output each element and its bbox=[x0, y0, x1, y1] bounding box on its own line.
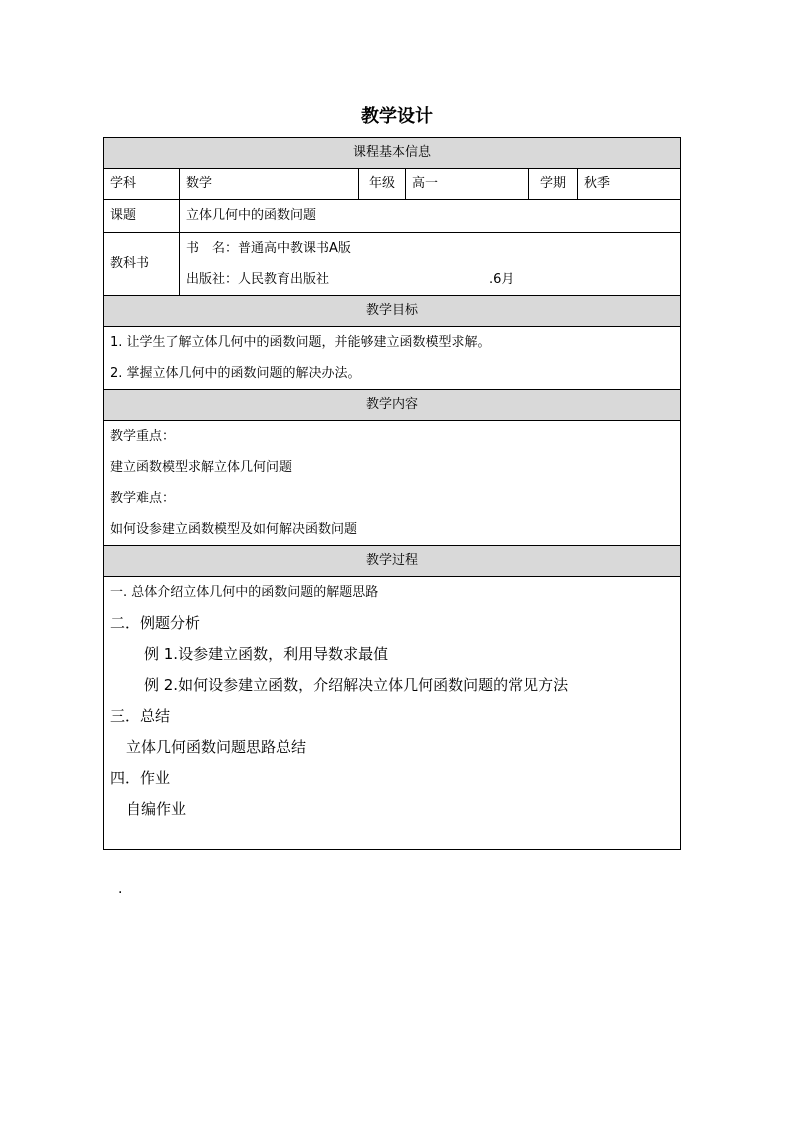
publish-date: .6月 bbox=[489, 272, 515, 287]
homework-text: 自编作业 bbox=[126, 800, 187, 818]
process-body bbox=[104, 577, 681, 850]
difficulty-text: 如何设参建立函数模型及如何解决函数问题 bbox=[110, 522, 358, 537]
content-body bbox=[104, 421, 681, 546]
process-step-2: 二．例题分析 bbox=[110, 614, 201, 632]
process-header: 教学过程 bbox=[104, 546, 681, 577]
textbook-label: 教科书 bbox=[104, 233, 180, 296]
publisher-line: 出版社：人民教育出版社 bbox=[186, 272, 330, 287]
term-value: 秋季 bbox=[578, 169, 681, 200]
blank-space bbox=[110, 825, 674, 849]
book-name-line: 书 名：普通高中教课书A版 bbox=[186, 241, 351, 256]
example-2: 例 2.如何设参建立函数，介绍解决立体几何函数问题的常见方法 bbox=[144, 676, 569, 694]
textbook-info bbox=[180, 233, 681, 296]
subject-label: 学科 bbox=[104, 169, 180, 200]
difficulty-label: 教学难点： bbox=[110, 491, 176, 506]
subject-value: 数学 bbox=[180, 169, 359, 200]
publisher-row bbox=[186, 264, 674, 295]
example-1: 例 1.设参建立函数，利用导数求最值 bbox=[144, 645, 389, 663]
stray-mark: . bbox=[118, 881, 123, 897]
basic-info-header: 课程基本信息 bbox=[104, 138, 681, 169]
topic-value: 立体几何中的函数问题 bbox=[180, 200, 681, 233]
goals-header: 教学目标 bbox=[104, 296, 681, 327]
goals-body bbox=[104, 327, 681, 390]
content-header: 教学内容 bbox=[104, 390, 681, 421]
goal-item: 1. 让学生了解立体几何中的函数问题，并能够建立函数模型求解。 bbox=[110, 335, 491, 350]
lesson-plan-table bbox=[103, 137, 681, 850]
grade-value: 高一 bbox=[406, 169, 529, 200]
process-step-3: 三．总结 bbox=[110, 707, 171, 725]
term-label: 学期 bbox=[529, 169, 578, 200]
key-point-text: 建立函数模型求解立体几何问题 bbox=[110, 460, 293, 475]
summary-text: 立体几何函数问题思路总结 bbox=[126, 738, 307, 756]
grade-label: 年级 bbox=[359, 169, 406, 200]
process-step-4: 四．作业 bbox=[110, 769, 171, 787]
process-step-1: 一. 总体介绍立体几何中的函数问题的解题思路 bbox=[110, 585, 379, 600]
goal-item: 2. 掌握立体几何中的函数问题的解决办法。 bbox=[110, 366, 361, 381]
topic-label: 课题 bbox=[104, 200, 180, 233]
key-point-label: 教学重点： bbox=[110, 429, 176, 444]
page-title: 教学设计 bbox=[361, 106, 433, 127]
